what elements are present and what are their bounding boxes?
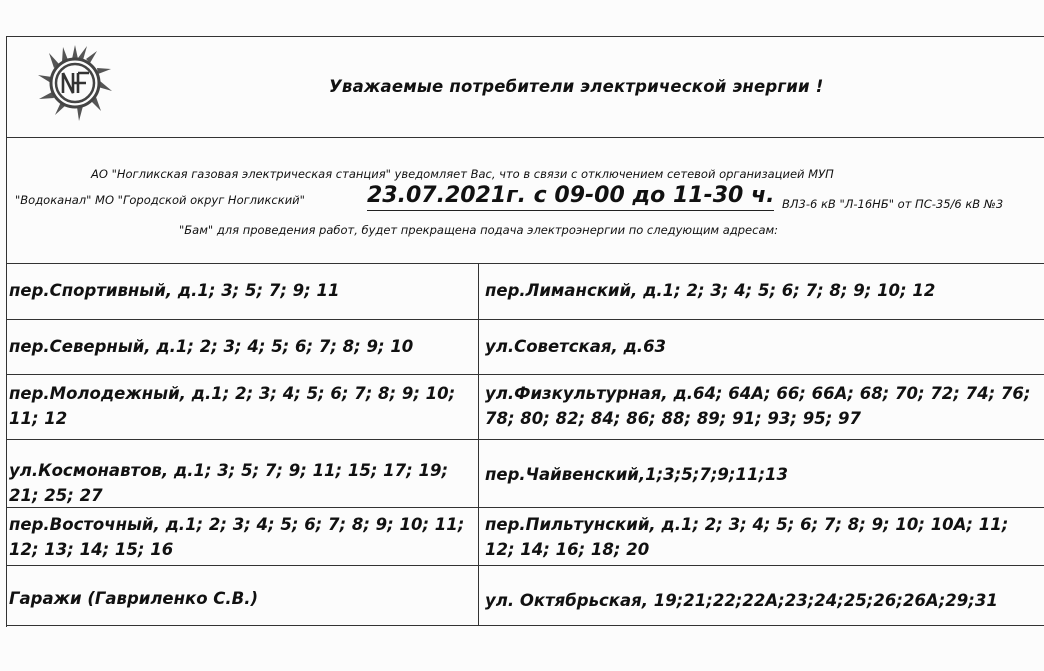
page-title: Уважаемые потребители электрической энергии ! xyxy=(329,77,824,96)
notice-line-2-end: ВЛ3-6 кВ "Л-16НБ" от ПС-35/6 кВ №3 xyxy=(782,197,1004,211)
address-cell-left: пер.Северный, д.1; 2; 3; 4; 5; 6; 7; 8; 9; 10 xyxy=(7,320,479,374)
table-row xyxy=(7,566,1044,626)
outage-datetime: 23.07.2021г. с 09-00 до 11-30 ч. xyxy=(367,183,774,211)
notice-document xyxy=(6,36,1044,627)
table-row xyxy=(7,375,1044,440)
notice-line-1: АО "Ногликская газовая электрическая станция" уведомляет Вас, что в связи с отключением сетевой организацией МУП xyxy=(91,167,834,181)
address-cell-left: ул.Космонавтов, д.1; 3; 5; 7; 9; 11; 15; 17; 19; 21; 25; 27 xyxy=(7,440,479,507)
address-cell-left: пер.Спортивный, д.1; 3; 5; 7; 9; 11 xyxy=(7,263,479,319)
table-row xyxy=(7,320,1044,375)
company-logo xyxy=(35,43,115,123)
address-cell-right: пер.Лиманский, д.1; 2; 3; 4; 5; 6; 7; 8; 9; 10; 12 xyxy=(485,281,936,300)
address-cell-right: ул. Октябрьская, 19;21;22;22А;23;24;25;26;26А;29;31 xyxy=(485,591,998,610)
address-cell-right: пер.Чайвенский,1;3;5;7;9;11;13 xyxy=(485,465,789,484)
table-row xyxy=(7,508,1044,566)
notice-line-3: "Бам" для проведения работ, будет прекращена подача электроэнергии по следующим адресам: xyxy=(179,223,779,237)
notice-line-2-start: "Водоканал" МО "Городской округ Ногликский" xyxy=(15,193,305,207)
table-row xyxy=(7,440,1044,508)
address-cell-left: пер.Молодежный, д.1; 2; 3; 4; 5; 6; 7; 8; 9; 10; 11; 12 xyxy=(7,375,479,439)
address-cell-left: пер.Восточный, д.1; 2; 3; 4; 5; 6; 7; 8; 9; 10; 11; 12; 13; 14; 15; 16 xyxy=(7,508,479,565)
table-row xyxy=(7,263,1044,320)
address-cell-right: пер.Пильтунский, д.1; 2; 3; 4; 5; 6; 7; 8; 9; 10; 10А; 11; 12; 14; 16; 18; 20 xyxy=(485,515,1009,559)
document-header xyxy=(7,37,1044,138)
address-cell-right: ул.Физкультурная, д.64; 64А; 66; 66А; 68; 70; 72; 74; 76; 78; 80; 82; 84; 86; 88; 89; 91; 93; 95; 97 xyxy=(485,384,1031,428)
address-table xyxy=(7,263,1044,626)
address-cell-right: ул.Советская, д.63 xyxy=(485,337,667,356)
notice-text xyxy=(7,137,1044,264)
address-cell-left: Гаражи (Гавриленко С.В.) xyxy=(7,566,479,625)
